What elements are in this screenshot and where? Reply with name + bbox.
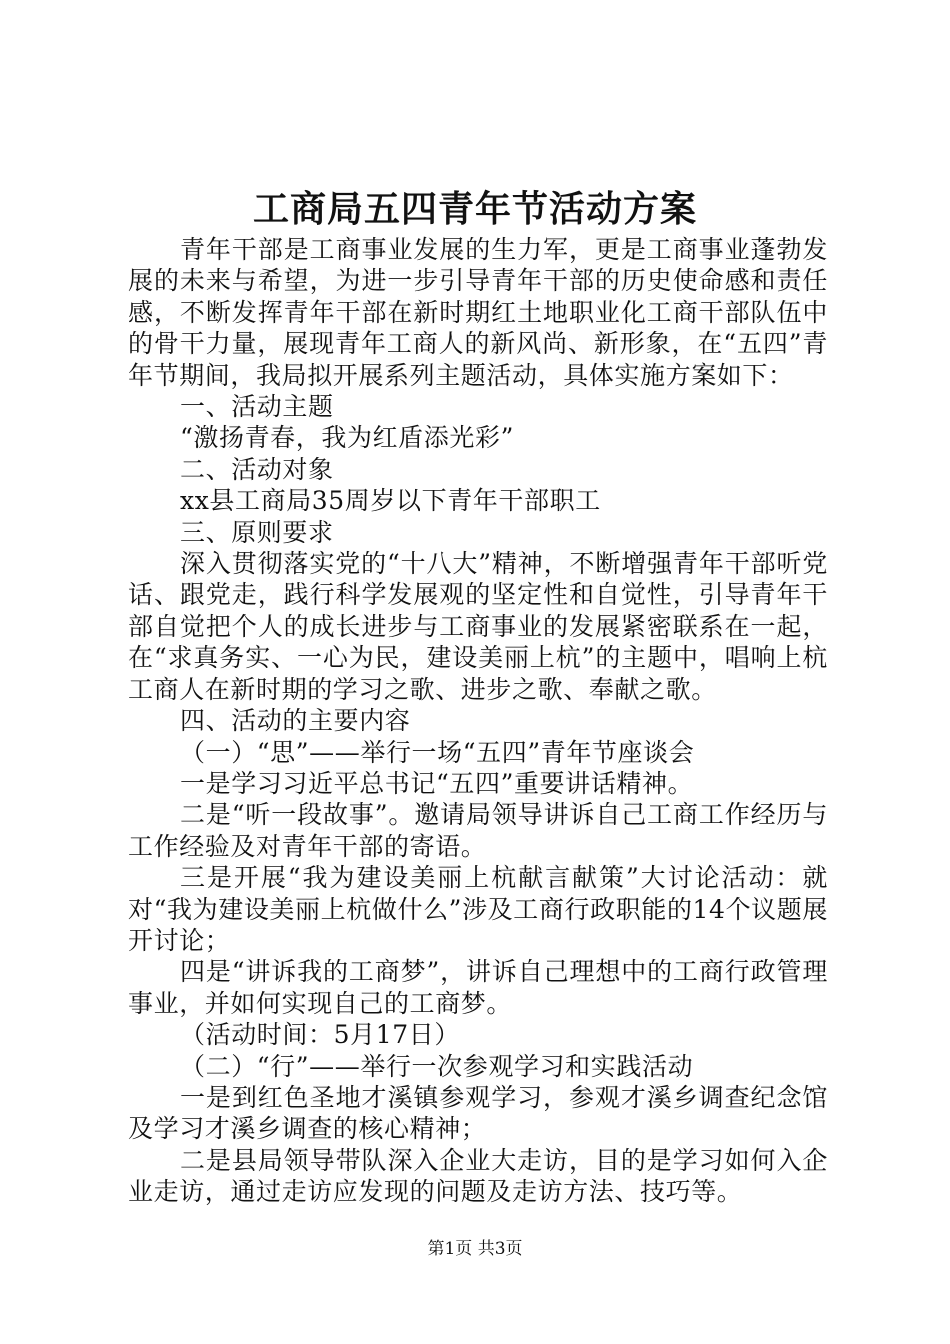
- activity-time-note: （活动时间：5月17日）: [180, 1020, 460, 1050]
- participants-text: xx县工商局35周岁以下青年干部职工: [180, 486, 601, 516]
- list-item: 二是县局领导带队深入企业大走访，目的是学习如何入企业走访，通过走访应发现的问题及走访方法、技巧等。: [128, 1145, 828, 1207]
- section-heading-content: 四、活动的主要内容: [180, 706, 411, 736]
- principles-paragraph: 深入贯彻落实党的“十八大”精神，不断增强青年干部听党话、跟党走，践行科学发展观的坚定性和自觉性，引导青年干部自觉把个人的成长进步与工商事业的发展紧密联系在一起，在“求真务实、一心为民，建设美丽上杭”的主题中，唱响上杭工商人在新时期的学习之歌、进步之歌、奉献之歌。: [128, 549, 828, 704]
- list-item: 一是学习习近平总书记“五四”重要讲话精神。: [180, 768, 694, 798]
- intro-paragraph: 青年干部是工商事业发展的生力军，更是工商事业蓬勃发展的未来与希望，为进一步引导青年干部的历史使命感和责任感，不断发挥青年干部在新时期红土地职业化工商干部队伍中的骨干力量，展现青年工商人的新风尚、新形象，在“五四”青年节期间，我局拟开展系列主题活动，具体实施方案如下：: [128, 235, 828, 390]
- page-number-footer: 第1页 共3页: [427, 1239, 523, 1259]
- list-item: 四是“讲诉我的工商梦”，讲诉自己理想中的工商行政管理事业，并如何实现自己的工商梦。: [128, 957, 828, 1018]
- list-item: 一是到红色圣地才溪镇参观学习，参观才溪乡调查纪念馆及学习才溪乡调查的核心精神；: [128, 1082, 828, 1144]
- document-body: [128, 234, 828, 1208]
- subsection-heading-think: （一）“思”——举行一场“五四”青年节座谈会: [180, 737, 695, 767]
- theme-slogan: “激扬青春，我为红盾添光彩”: [180, 423, 514, 453]
- subsection-heading-act: （二）“行”——举行一次参观学习和实践活动: [180, 1051, 694, 1081]
- list-item: 二是“听一段故事”。邀请局领导讲诉自己工商工作经历与工作经验及对青年干部的寄语。: [128, 800, 828, 861]
- section-heading-theme: 一、活动主题: [180, 392, 334, 422]
- section-heading-principles: 三、原则要求: [180, 517, 334, 547]
- section-heading-participants: 二、活动对象: [180, 454, 334, 484]
- list-item: 三是开展“我为建设美丽上杭献言献策”大讨论活动：就对“我为建设美丽上杭做什么”涉及工商行政职能的14个议题展开讨论；: [128, 863, 828, 955]
- document-title: 工商局五四青年节活动方案: [252, 188, 697, 230]
